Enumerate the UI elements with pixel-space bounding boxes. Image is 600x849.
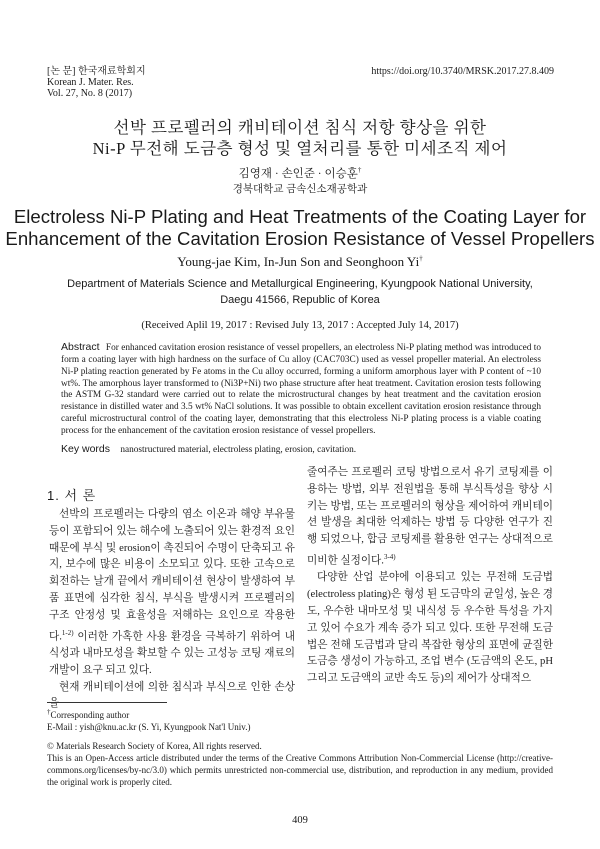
paragraph — [49, 507, 295, 680]
english-title — [0, 206, 600, 250]
korean-title-line1: 선박 프로펠러의 캐비테이션 침식 저항 향상을 위한 — [113, 118, 487, 137]
body-column-left — [49, 507, 295, 713]
license-notice — [47, 740, 553, 788]
journal-volume: Vol. 27, No. 8 (2017) — [47, 88, 133, 99]
journal-name-english: Korean J. Mater. Res. — [47, 77, 134, 88]
korean-affiliation: 경북대학교 금속신소재공학과 — [232, 184, 368, 195]
body-column-right — [307, 465, 553, 688]
citation-ref[interactable]: 3-4) — [383, 552, 396, 561]
page-number: 409 — [292, 815, 308, 826]
korean-title-line2: Ni-P 무전해 도금층 형성 및 열처리를 통한 미세조직 제어 — [92, 139, 508, 158]
keywords — [61, 443, 541, 455]
korean-author-mark: † — [357, 166, 362, 175]
section-heading-introduction: 1. 서 론 — [47, 488, 97, 503]
paragraph-text: 줄여주는 프로펠러 코팅 방법으로서 유기 코팅제를 이용하는 방법, 외부 전원법을 통해 부식특성을 향상 시키는 방법, 또는 프로펠러의 형상을 제어하여 캐비테이션 발생을 최대한 억제하는 방법 등 다양한 연구가 진행 되었으나, 합금 코팅제를 활용한 연구는 상대적으로 미비한 실정이다. — [307, 467, 553, 567]
corresponding-author — [47, 706, 250, 721]
korean-authors — [0, 165, 600, 181]
paragraph — [307, 465, 553, 570]
paragraph: 다양한 산업 분야에 이용되고 있는 무전해 도금법(electroless plating)은 형성 된 도금막의 균일성, 높은 경도, 우수한 내마모성 및 내식성 등 우수한 특성을 가지고 있어 수요가 계속 증가 되고 있다. 또한 무전해 도금법은 전해 도금법과 달리 복잡한 형상의 표면에 균질한 도금층 생성이 가능하고, 조업 변수 (도금액의 온도, pH 그리고 도금액의 교반 속도 등)의 제어가 상대적으 — [307, 572, 553, 685]
corresponding-mark: † — [47, 708, 51, 716]
footnote-divider — [47, 702, 167, 703]
paragraph-text: 이러한 가혹한 사용 환경을 극복하기 위하여 내식성과 내마모성을 확보할 수 있는 고성능 코팅 재료의 개발이 요구 되고 있다. — [49, 631, 295, 676]
english-title-line2: Enhancement of the Cavitation Erosion Resistance of Vessel Propellers — [5, 228, 595, 249]
corresponding-label: Corresponding author — [50, 710, 130, 720]
copyright-line: © Materials Research Society of Korea, All rights reserved. — [47, 741, 262, 751]
footnote — [47, 706, 250, 733]
abstract — [61, 342, 541, 438]
keywords-label: Key words — [61, 443, 111, 455]
paragraph-text: 선박의 프로펠러는 다량의 염소 이온과 해양 부유물 등이 포함되어 있는 해수에 노출되어 있는 환경적 요인 때문에 부식 및 erosion이 촉진되어 수명이 단축되고 유지, 보수에 많은 비용이 소모되고 있다. 또한 고속으로 회전하는 날개 끝에서 캐비테이션 현상이 발생하여 부품 표면에 심각한 침식, 부식을 발생시켜 프로펠러의 구조 안정성 및 효율성을 저해하는 요인으로 작용한다. — [49, 509, 295, 643]
author-email[interactable]: E-Mail : yish@knu.ac.kr (S. Yi, Kyungpook Nat'l Univ.) — [47, 722, 251, 732]
english-affiliation-line1: Department of Materials Science and Metallurgical Engineering, Kyungpook National University, — [67, 278, 533, 290]
korean-authors-names: 김영재 · 손인준 · 이승훈 — [238, 168, 358, 180]
english-author-mark: † — [419, 254, 423, 263]
journal-name-korean: [논 문] 한국재료학회지 — [47, 66, 146, 77]
paragraph: 현재 캐비테이션에 의한 침식과 부식으로 인한 손상을 — [49, 681, 295, 710]
doi-link[interactable]: https://doi.org/10.3740/MRSK.2017.27.8.409 — [371, 66, 554, 77]
abstract-text: For enhanced cavitation erosion resistance of vessel propellers, an electroless Ni-P plating method was introduced to form a coating layer with high hardness on the surface of Cu alloy (CAC703C) used as vessel propeller material. An electroless Ni-P plating reaction generated by Fe atoms in the Cu alloy occurred, forming a uniform amorphous layer with P content of ~10 wt%. The amorphous layer transformed to (Ni3P+Ni) two phase structure after heat treatment. Cavitation erosion tests following the ASTM G-32 standard were carried out to relate the microstructural changes by heat treatment and the cavitation erosion resistance in distilled water and 3.5 wt% NaCl solutions. It was possible to obtain excellent cavitation erosion resistance through careful microstructural control of the coating layer, demonstrating that this electroless Ni-P plating process is a viable coating process for the enhancement of the cavitation erosion resistance of vessel propellers. — [61, 343, 541, 436]
english-title-line1: Electroless Ni-P Plating and Heat Treatments of the Coating Layer for — [13, 206, 587, 227]
received-dates: (Received Aplil 19, 2017 : Revised July 13, 2017 : Accepted July 14, 2017) — [141, 320, 459, 331]
citation-ref[interactable]: 1-2) — [61, 628, 74, 637]
english-authors-names: Young-jae Kim, In-Jun Son and Seonghoon Yi — [177, 254, 420, 269]
english-authors — [0, 254, 600, 270]
abstract-label: Abstract — [61, 341, 100, 353]
english-affiliation-line2: Daegu 41566, Republic of Korea — [220, 294, 380, 306]
license-text: This is an Open-Access article distributed under the terms of the Creative Commons Attribution Non-Commercial License (http://creative-commons.org/licenses/by-nc/3.0) which permits unrestricted non-commercial use, distribution, and reproduction in any medium, provided the original work is properly cited. — [47, 753, 553, 787]
english-affiliation — [0, 276, 600, 308]
keywords-text: nanostructured material, electroless plating, erosion, cavitation. — [120, 445, 357, 455]
journal-info — [47, 66, 146, 99]
korean-title — [0, 117, 600, 159]
